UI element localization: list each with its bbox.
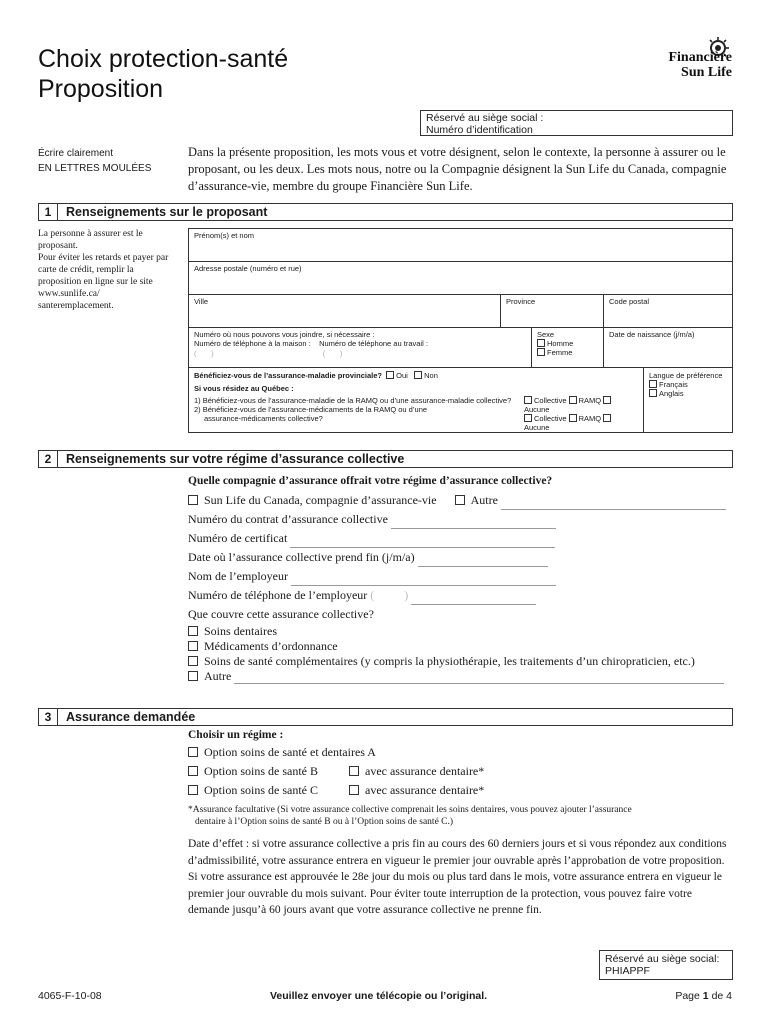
- dental-label: Soins dentaires: [204, 624, 277, 638]
- q2-text: assurance-médicaments collective?: [204, 414, 323, 423]
- side-note-2: Pour éviter les retards et payer par carte de crédit, remplir la proposition en ligne sur le site www.sunlife.ca/ santeremplacement.: [38, 253, 169, 311]
- section-number: 2: [39, 451, 58, 467]
- end-date-label: Date où l’assurance collective prend fin (j/m/a): [188, 550, 415, 564]
- employer-phone-row: [188, 586, 733, 605]
- postal-code-field[interactable]: [604, 295, 732, 327]
- provincial-insurance-block: [189, 368, 644, 432]
- other-coverage-input[interactable]: [234, 671, 724, 684]
- no-checkbox[interactable]: [414, 371, 422, 379]
- q2-ramq-checkbox[interactable]: [569, 414, 577, 422]
- q1-options: [524, 396, 638, 414]
- option-c-checkbox[interactable]: [188, 785, 198, 795]
- section-title: Renseignements sur votre régime d’assurance collective: [66, 452, 405, 466]
- female-option[interactable]: [537, 348, 598, 357]
- work-phone-label: Numéro de téléphone au travail :: [319, 339, 428, 348]
- other-coverage-option[interactable]: [188, 669, 733, 684]
- q2-options: [524, 414, 638, 432]
- extended-health-label: Soins de santé complémentaires (y compris la physiothérapie, les traitements d’un chiropraticien, etc.): [204, 654, 695, 668]
- contract-number-row: [188, 510, 733, 529]
- name-label: Prénom(s) et nom: [194, 231, 255, 240]
- drugs-label: Médicaments d’ordonnance: [204, 639, 338, 653]
- title-line-1: Choix protection-santé: [38, 45, 289, 73]
- ramq-question-2b: [194, 414, 638, 432]
- work-paren-close: ): [339, 349, 343, 358]
- language-preference: [644, 368, 732, 432]
- option-c-label: Option soins de santé C: [204, 783, 318, 797]
- contract-number-input[interactable]: [391, 516, 556, 529]
- city-field[interactable]: [189, 295, 501, 327]
- section-number: 3: [39, 709, 58, 725]
- sun-life-logo: [582, 36, 732, 86]
- option-b-label: Option soins de santé B: [204, 764, 318, 778]
- option-a[interactable]: [188, 743, 733, 762]
- send-instructions: Veuillez envoyer une télécopie ou l’original.: [270, 990, 488, 1002]
- end-date-input[interactable]: [418, 554, 548, 567]
- drugs-checkbox[interactable]: [188, 641, 198, 651]
- option-a-checkbox[interactable]: [188, 747, 198, 757]
- q2-aucune-label: Aucune: [524, 423, 550, 432]
- q1-collective-checkbox[interactable]: [524, 396, 532, 404]
- employer-phone-label: Numéro de téléphone de l’employeur: [188, 588, 368, 602]
- french-option[interactable]: [649, 380, 727, 389]
- section-1-header: [38, 203, 733, 221]
- page-number: [675, 990, 732, 1002]
- female-checkbox[interactable]: [537, 348, 545, 356]
- other-insurer-input[interactable]: [501, 497, 726, 510]
- q1-collective-label: Collective: [534, 396, 567, 405]
- section-title: Assurance demandée: [66, 710, 196, 724]
- sunlife-label: Sun Life du Canada, compagnie d’assurance-vie: [204, 493, 437, 507]
- coverage-question: Que couvre cette assurance collective?: [188, 607, 374, 621]
- optional-note-2: dentaire à l’Option soins de santé B ou à l’Option soins de santé C.): [195, 817, 454, 827]
- drugs-option[interactable]: [188, 639, 733, 654]
- option-b-dental-label: avec assurance dentaire*: [365, 764, 485, 778]
- city-row: [189, 295, 732, 328]
- provincial-question-line: [194, 371, 638, 380]
- sex-label: Sexe: [537, 330, 555, 339]
- no-label: Non: [424, 371, 438, 380]
- page-title: [38, 44, 288, 104]
- work-paren-open: (: [322, 349, 326, 358]
- ramq-question-2a: 2) Bénéficiez-vous de l’assurance-médicaments de la RAMQ ou d’une: [194, 405, 428, 414]
- q2-aucune-checkbox[interactable]: [603, 414, 611, 422]
- reserved-office-code: PHIAPPF: [605, 965, 650, 977]
- dental-option[interactable]: [188, 624, 733, 639]
- option-c-row: [188, 781, 733, 800]
- section-2-header: [38, 450, 733, 468]
- logo-text: [668, 50, 732, 80]
- optional-insurance-note: [188, 804, 733, 828]
- reserved-office-box[interactable]: [599, 950, 733, 980]
- reserved-office-label: Réservé au siège social:: [605, 953, 720, 965]
- intro-paragraph: Dans la présente proposition, les mots vous et votre désignent, selon le contexte, la personne à assurer ou le proposant, ou les deux. Les mots nous, notre ou la Compagnie désignent la Sun Life du Canada, compagnie d’assurance-vie, membre du groupe Financière Sun Life.: [188, 145, 727, 193]
- provincial-question: Bénéficiez-vous de l’assurance-maladie provinciale?: [194, 371, 382, 380]
- option-b-checkbox[interactable]: [188, 766, 198, 776]
- reserved-id-box[interactable]: [420, 110, 733, 136]
- employer-paren-open: (: [370, 588, 375, 602]
- sunlife-checkbox[interactable]: [188, 495, 198, 505]
- ecrire-line-2: EN LETTRES MOULÉES: [38, 163, 152, 174]
- option-c-dental-checkbox[interactable]: [349, 785, 359, 795]
- male-label: Homme: [547, 339, 574, 348]
- q1-ramq-label: RAMQ: [578, 396, 602, 405]
- insurer-question: Quelle compagnie d’assurance offrait votre régime d’assurance collective?: [188, 475, 553, 487]
- logo-line-1: Financière: [668, 50, 732, 65]
- male-option[interactable]: [537, 339, 598, 348]
- end-date-row: [188, 548, 733, 567]
- sex-field: [532, 328, 604, 367]
- option-b-row: [188, 762, 733, 781]
- phone-row: [189, 328, 732, 368]
- french-checkbox[interactable]: [649, 380, 657, 388]
- effective-date-paragraph: Date d’effet : si votre assurance collective a pris fin au cours des 60 derniers jours et si vous répondez aux conditions d’admissibilité, votre assurance entrera en vigueur le premier jour ouvrable après l’approbation de votre proposition. Si votre assurance est approuvée le 28e jour du mois ou plus tard dans le mois, votre assurance entrera en vigueur le premier jour ouvrable du mois suivant. Pour éviter toute interruption de la protection, vous pouvez faire votre demande jusqu’à 60 jours avant que votre assurance collective ne prenne fin.: [188, 838, 727, 916]
- name-field[interactable]: [189, 229, 732, 262]
- phone-field[interactable]: [189, 328, 532, 367]
- certificate-input[interactable]: [290, 535, 555, 548]
- employer-row: [188, 567, 733, 586]
- phone-area-codes: [194, 349, 526, 358]
- home-paren-close: ): [211, 349, 214, 358]
- yes-checkbox[interactable]: [386, 371, 394, 379]
- english-option[interactable]: [649, 389, 727, 398]
- certificate-row: [188, 529, 733, 548]
- option-b-dental-checkbox[interactable]: [349, 766, 359, 776]
- other-coverage-label: Autre: [204, 669, 232, 683]
- id-number-label: Numéro d’identification: [426, 124, 533, 136]
- q1-text: 1) Bénéficiez-vous de l’assurance-maladie de la RAMQ ou d’une assurance-maladie collective?: [194, 396, 512, 405]
- male-checkbox[interactable]: [537, 339, 545, 347]
- quebec-heading: Si vous résidez au Québec :: [194, 384, 294, 393]
- english-label: Anglais: [659, 389, 684, 398]
- section-3-content: [188, 728, 733, 919]
- section-1-side-note: [38, 228, 173, 312]
- q1-ramq-checkbox[interactable]: [569, 396, 577, 404]
- extended-health-option[interactable]: [188, 654, 733, 669]
- reserved-label: Réservé au siège social :: [426, 112, 544, 124]
- french-label: Français: [659, 380, 688, 389]
- page-total: de 4: [711, 990, 732, 1002]
- birth-date-label: Date de naissance (j/m/a): [609, 330, 695, 339]
- ecrire-line-1: Écrire clairement: [38, 148, 114, 159]
- health-insurance-row: [189, 368, 732, 432]
- address-field[interactable]: [189, 262, 732, 295]
- employer-label: Nom de l’employeur: [188, 569, 288, 583]
- section-3-header: [38, 708, 733, 726]
- print-instructions: [38, 146, 151, 176]
- q1-aucune-checkbox[interactable]: [603, 396, 611, 404]
- section-number: 1: [39, 204, 58, 220]
- home-phone-label: Numéro de téléphone à la maison :: [194, 339, 311, 348]
- province-field[interactable]: [501, 295, 604, 327]
- city-label: Ville: [194, 297, 209, 306]
- contract-label: Numéro du contrat d’assurance collective: [188, 512, 388, 526]
- employer-phone-line[interactable]: [411, 592, 536, 605]
- page-prefix: Page: [675, 990, 700, 1002]
- extended-health-checkbox[interactable]: [188, 656, 198, 666]
- postal-code-label: Code postal: [609, 297, 650, 306]
- q2-collective-checkbox[interactable]: [524, 414, 532, 422]
- title-line-2: Proposition: [38, 75, 164, 103]
- language-label: Langue de préférence: [649, 371, 723, 380]
- form-code: 4065-F-10-08: [38, 990, 102, 1002]
- section-2-content: [188, 472, 733, 684]
- page-current: 1: [702, 990, 709, 1002]
- logo-line-2: Sun Life: [681, 65, 732, 80]
- section-title: Renseignements sur le proposant: [66, 205, 268, 219]
- female-label: Femme: [547, 348, 573, 357]
- phone-intro: Numéro où nous pouvons vous joindre, si nécessaire :: [194, 330, 375, 339]
- other-insurer-checkbox[interactable]: [455, 495, 465, 505]
- other-coverage-checkbox[interactable]: [188, 671, 198, 681]
- side-note-1: La personne à assurer est le proposant.: [38, 229, 143, 251]
- english-checkbox[interactable]: [649, 389, 657, 397]
- birth-date-field[interactable]: [604, 328, 732, 367]
- applicant-form: [188, 228, 733, 433]
- q2-collective-label: Collective: [534, 414, 567, 423]
- phone-labels: [194, 339, 526, 348]
- optional-note-1: *Assurance facultative (Si votre assurance collective comprenait les soins dentaires, vous pouvez ajouter l’assurance: [188, 805, 632, 815]
- address-label: Adresse postale (numéro et rue): [194, 264, 302, 273]
- yes-label: Oui: [396, 371, 408, 380]
- choose-plan-label: Choisir un régime :: [188, 729, 284, 741]
- q2-ramq-label: RAMQ: [578, 414, 602, 423]
- dental-checkbox[interactable]: [188, 626, 198, 636]
- insurer-options: [188, 491, 733, 510]
- q1-aucune-label: Aucune: [524, 405, 550, 414]
- coverage-options: [188, 624, 733, 684]
- employer-paren-close: ): [404, 588, 409, 602]
- home-paren-open: (: [194, 349, 197, 358]
- employer-phone-input[interactable]: [370, 588, 408, 602]
- certificate-label: Numéro de certificat: [188, 531, 288, 545]
- option-a-label: Option soins de santé et dentaires A: [204, 745, 376, 759]
- other-insurer-label: Autre: [470, 493, 498, 507]
- employer-input[interactable]: [291, 573, 556, 586]
- province-label: Province: [506, 297, 536, 306]
- option-c-dental-label: avec assurance dentaire*: [365, 783, 485, 797]
